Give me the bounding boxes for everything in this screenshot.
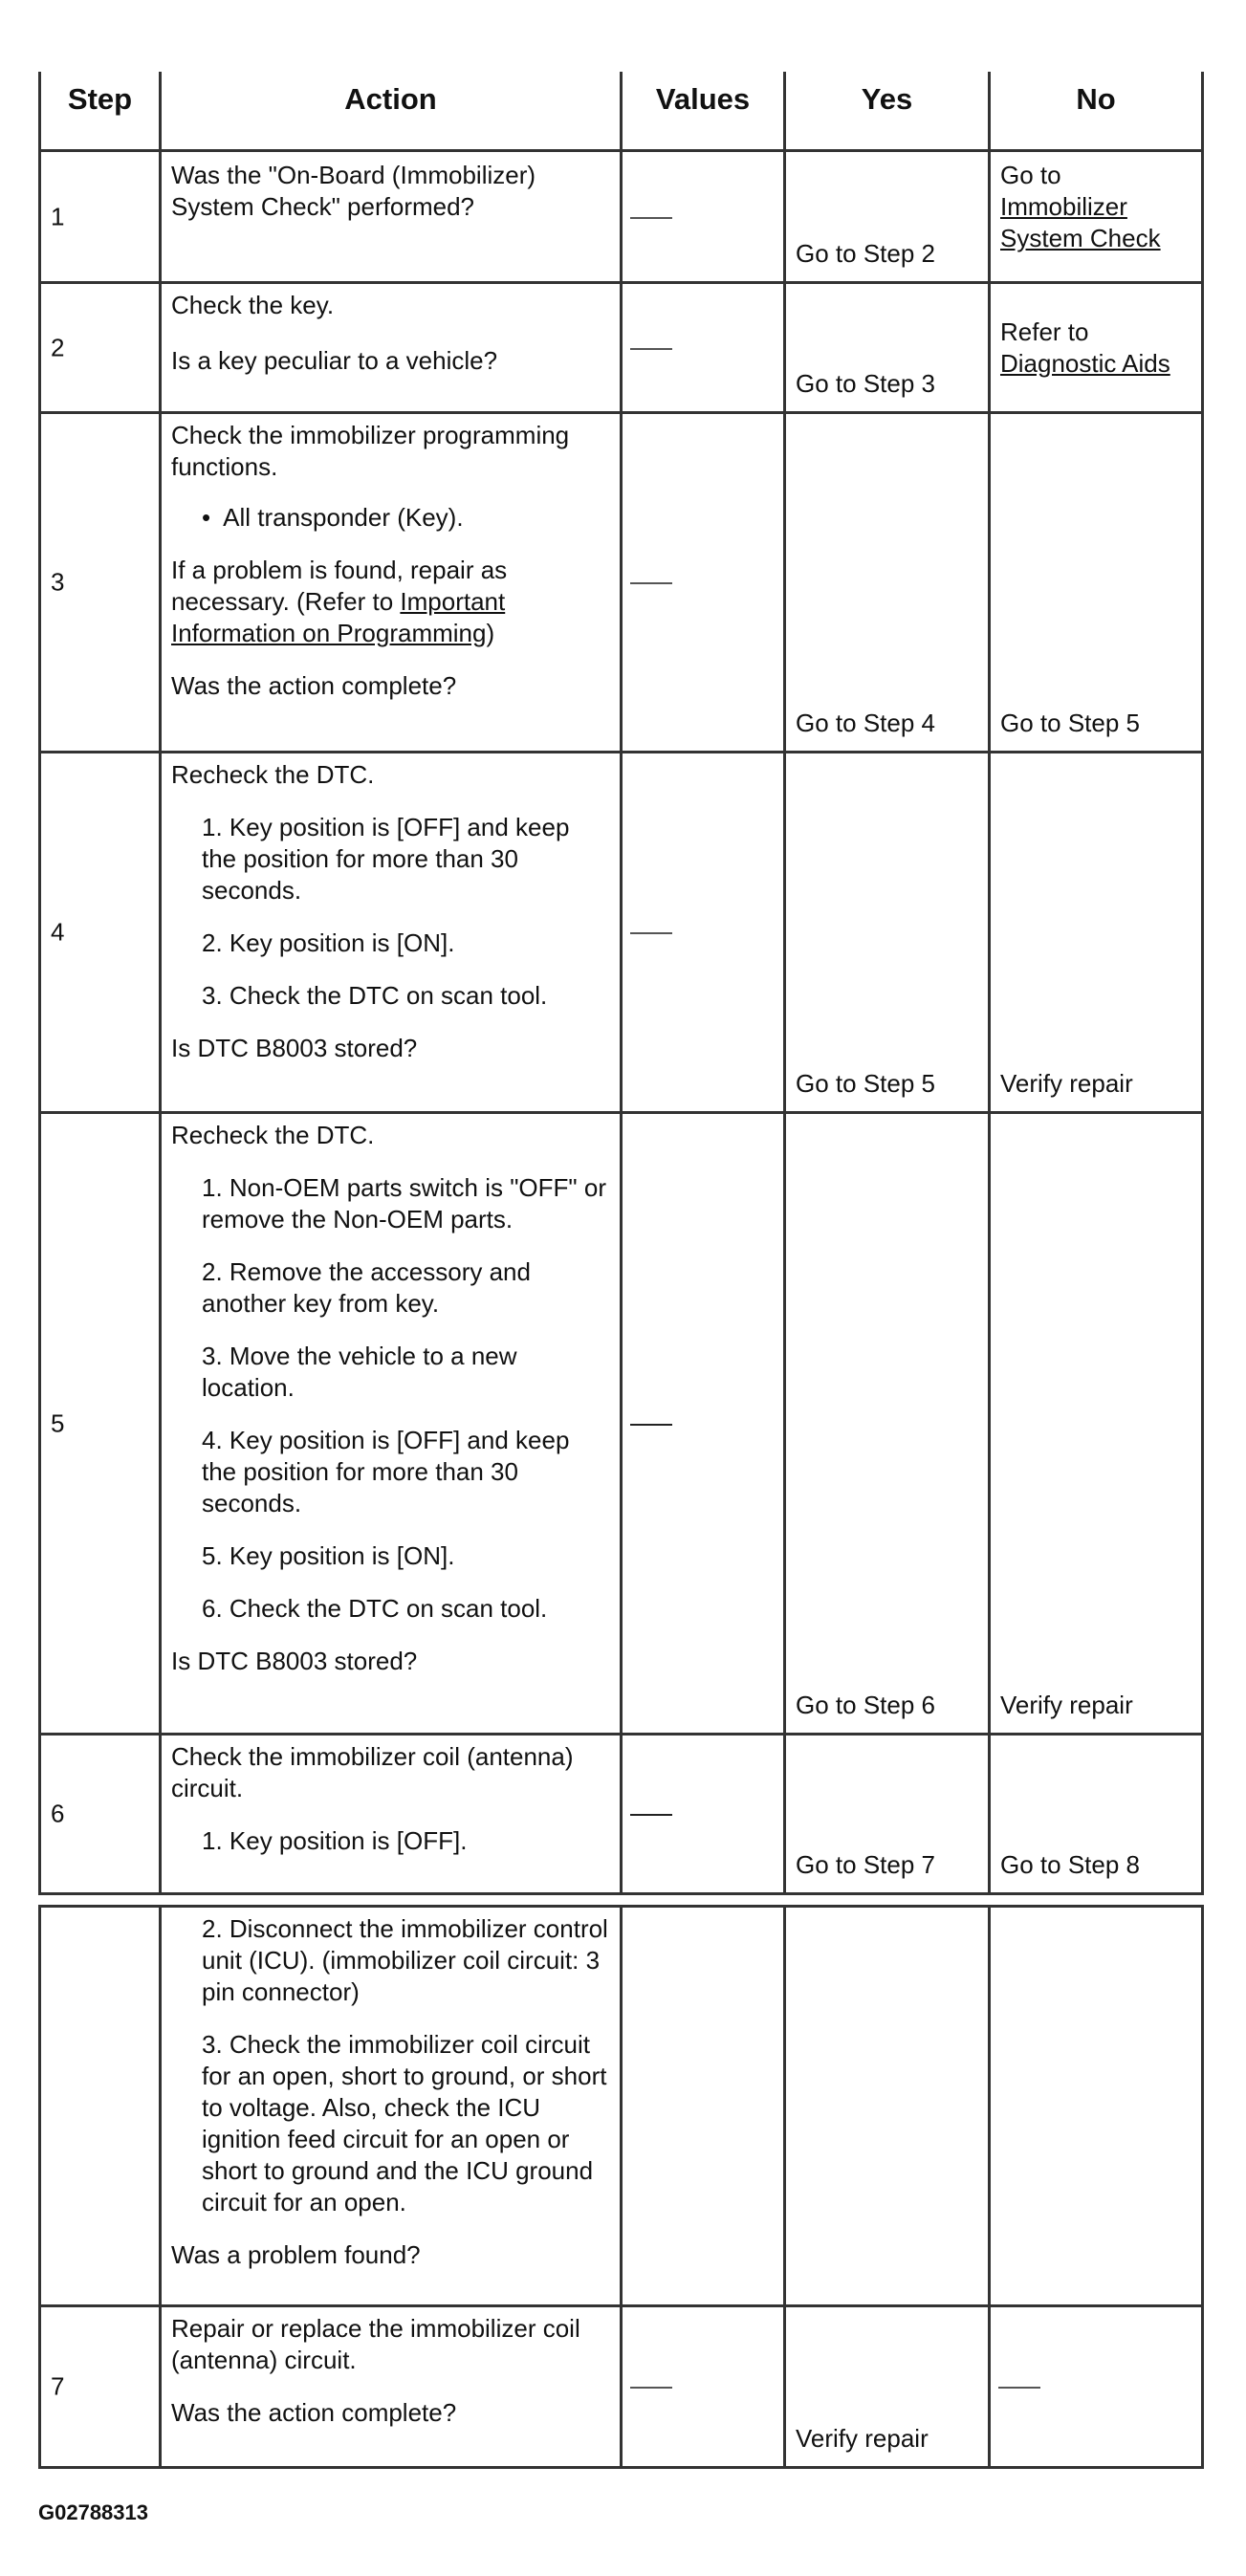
dash-mark	[630, 217, 672, 219]
yes-cell	[786, 2307, 991, 2466]
diagnostic-table	[38, 72, 1204, 2469]
step-number: 7	[41, 2307, 162, 2466]
header-no: No	[991, 72, 1201, 152]
yes-text: Go to Step 6	[796, 1691, 935, 1719]
action-cell	[162, 1114, 623, 1733]
substep: 3. Check the immobilizer coil circuit for an open, short to ground, or short to voltage. Also, check the ICU ignition feed circuit for an open or short to ground and the ICU ground circuit for an open.	[202, 2030, 607, 2216]
table-row	[41, 414, 1201, 753]
action-text: Recheck the DTC.	[171, 1121, 375, 1149]
yes-cell	[786, 152, 991, 281]
no-text: Verify repair	[1000, 1069, 1133, 1098]
values-cell	[623, 284, 786, 411]
yes-text: Go to Step 7	[796, 1850, 935, 1879]
yes-cell	[786, 1908, 991, 2304]
values-cell	[623, 2307, 786, 2466]
substep: 2. Disconnect the immobilizer control unit (ICU). (immobilizer coil circuit: 3 pin connector)	[202, 1914, 608, 2006]
action-text: Check the immobilizer programming functions.	[171, 421, 570, 481]
dash-mark	[630, 1424, 672, 1426]
table-row	[41, 1905, 1201, 2307]
table-row	[41, 753, 1201, 1114]
dash-mark	[630, 2387, 672, 2389]
table-row	[41, 2307, 1201, 2469]
figure-id: G02788313	[38, 2500, 148, 2524]
yes-cell	[786, 753, 991, 1111]
action-question: Is DTC B8003 stored?	[171, 1034, 418, 1062]
action-text: Recheck the DTC.	[171, 760, 375, 789]
table-row	[41, 1114, 1201, 1736]
no-cell	[991, 152, 1201, 281]
substep: 3. Check the DTC on scan tool.	[202, 981, 548, 1010]
step-number-continued	[41, 1908, 162, 2304]
page-break	[38, 1892, 1204, 1905]
dash-mark	[630, 1814, 672, 1816]
immobilizer-system-check-link[interactable]: Immobilizer System Check	[1000, 192, 1161, 252]
no-cell	[991, 284, 1201, 411]
step-number: 2	[41, 284, 162, 411]
substep: 1. Non-OEM parts switch is "OFF" or remove the Non-OEM parts.	[202, 1173, 606, 1233]
yes-cell	[786, 1114, 991, 1733]
values-cell	[623, 1736, 786, 1892]
dash-mark	[630, 932, 672, 934]
substep: 1. Key position is [OFF].	[202, 1826, 468, 1855]
dash-mark	[630, 348, 672, 350]
step-number: 5	[41, 1114, 162, 1733]
substep: 3. Move the vehicle to a new location.	[202, 1342, 517, 1402]
no-cell	[991, 753, 1201, 1111]
yes-text: Go to Step 2	[796, 239, 935, 268]
bullet-item: • All transponder (Key).	[202, 503, 464, 532]
dash-mark	[630, 582, 672, 584]
substep: 6. Check the DTC on scan tool.	[202, 1594, 548, 1623]
table-row	[41, 284, 1201, 414]
action-question: Is DTC B8003 stored?	[171, 1647, 418, 1675]
table-row	[41, 1736, 1201, 1892]
action-cell	[162, 1908, 623, 2304]
yes-cell	[786, 1736, 991, 1892]
header-yes: Yes	[786, 72, 991, 152]
values-cell	[623, 753, 786, 1111]
dash-mark	[998, 2387, 1040, 2389]
action-question: Was a problem found?	[171, 2240, 421, 2269]
header-action: Action	[162, 72, 623, 152]
values-cell	[623, 152, 786, 281]
action-note: If a problem is found, repair as necessary. (Refer to Important Information on Programming)	[171, 556, 508, 647]
action-question: Was the action complete?	[171, 671, 457, 700]
yes-text: Verify repair	[796, 2424, 929, 2453]
yes-text: Go to Step 5	[796, 1069, 935, 1098]
action-text: Check the key.	[171, 291, 335, 319]
table-row	[41, 152, 1201, 284]
no-text: Refer to	[1000, 317, 1089, 346]
values-cell	[623, 414, 786, 751]
values-cell	[623, 1908, 786, 2304]
values-cell	[623, 1114, 786, 1733]
step-number: 1	[41, 152, 162, 281]
important-information-link[interactable]: Important Information on Programming	[171, 587, 506, 647]
yes-text: Go to Step 3	[796, 369, 935, 398]
action-text: Was the "On-Board (Immobilizer) System Check" performed?	[171, 161, 536, 221]
step-number: 3	[41, 414, 162, 751]
yes-text: Go to Step 4	[796, 709, 935, 737]
substep: 4. Key position is [OFF] and keep the position for more than 30 seconds.	[202, 1426, 570, 1517]
yes-cell	[786, 414, 991, 751]
step-number: 6	[41, 1736, 162, 1892]
action-text: Check the immobilizer coil (antenna) circuit.	[171, 1742, 574, 1802]
action-cell	[162, 1736, 623, 1892]
diagnostic-aids-link[interactable]: Diagnostic Aids	[1000, 349, 1170, 378]
no-cell	[991, 1736, 1201, 1892]
action-cell	[162, 2307, 623, 2466]
header-step: Step	[41, 72, 162, 152]
action-question: Is a key peculiar to a vehicle?	[171, 346, 498, 375]
table-header-row	[41, 72, 1201, 152]
no-cell	[991, 1908, 1201, 2304]
no-cell	[991, 2307, 1201, 2466]
no-cell	[991, 1114, 1201, 1733]
action-question: Was the action complete?	[171, 2398, 457, 2427]
action-text: Repair or replace the immobilizer coil (antenna) circuit.	[171, 2314, 580, 2374]
yes-cell	[786, 284, 991, 411]
no-cell	[991, 414, 1201, 751]
action-cell	[162, 414, 623, 751]
substep: 5. Key position is [ON].	[202, 1541, 455, 1570]
header-values: Values	[623, 72, 786, 152]
action-cell	[162, 284, 623, 411]
step-number: 4	[41, 753, 162, 1111]
substep: 2. Key position is [ON].	[202, 928, 455, 957]
no-text: Verify repair	[1000, 1691, 1133, 1719]
no-text: Go to	[1000, 161, 1061, 189]
no-text: Go to Step 5	[1000, 709, 1140, 737]
action-cell	[162, 753, 623, 1111]
action-cell	[162, 152, 623, 281]
substep: 1. Key position is [OFF] and keep the position for more than 30 seconds.	[202, 813, 570, 905]
substep: 2. Remove the accessory and another key from key.	[202, 1257, 531, 1318]
no-text: Go to Step 8	[1000, 1850, 1140, 1879]
